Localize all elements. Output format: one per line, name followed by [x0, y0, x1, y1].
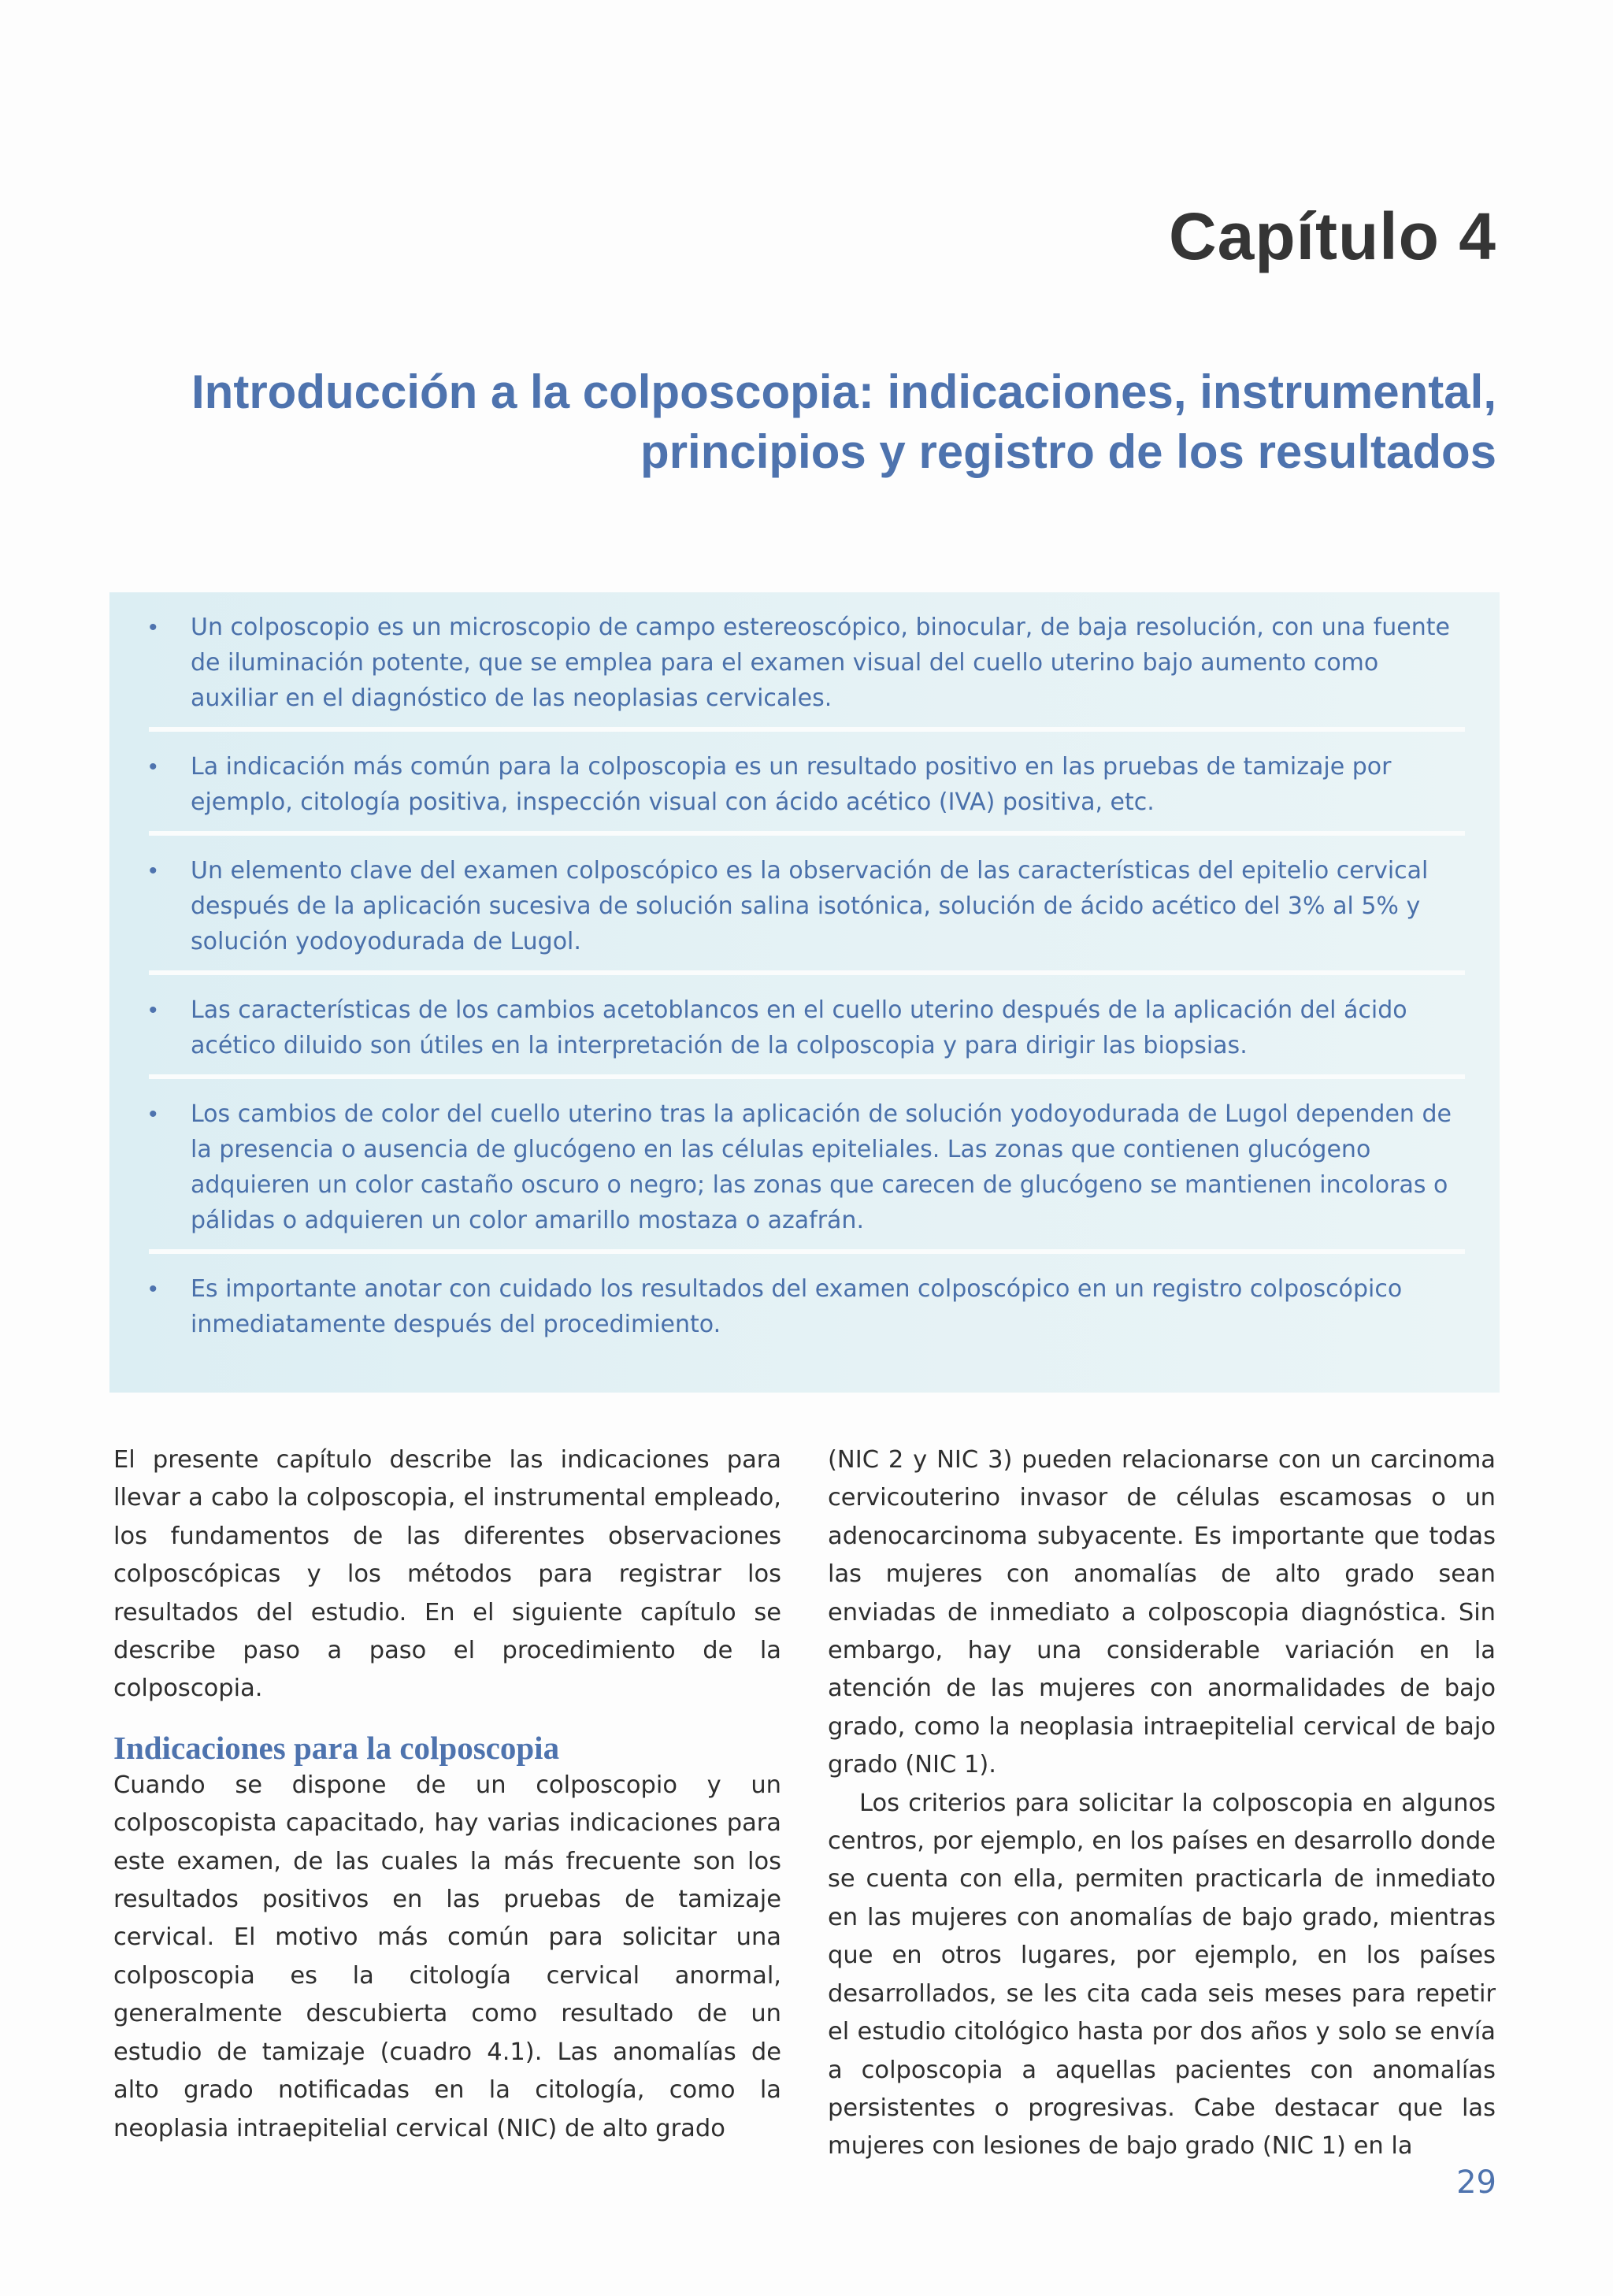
key-point-item	[149, 749, 1465, 836]
chapter-title-line: Introducción a la colposcopia: indicaciones, instrumental,	[191, 365, 1496, 418]
chapter-title	[79, 362, 1496, 482]
body-paragraph: (NIC 2 y NIC 3) pueden relacionarse con un carcinoma cervicouterino invasor de células escamosas o un adenocarcinoma subyacente. Es importante que todas las mujeres con anomalías de alto grado sean enviadas de inmediato a colposcopia diagnóstica. Sin embargo, hay una considerable variación en la atención de las mujeres con anormalidades de bajo grado, como la neoplasia intraepitelial cervical de bajo grado (NIC 1).	[828, 1446, 1496, 1779]
page-number: 29	[1456, 2164, 1496, 2201]
key-point-item	[149, 853, 1465, 975]
bullet-icon: •	[149, 1276, 158, 1302]
key-point-item	[149, 1271, 1465, 1353]
bullet-icon: •	[149, 614, 158, 640]
key-point-text: Las características de los cambios acetoblancos en el cuello uterino después de la aplicación del ácido acético diluido son útiles en la interpretación de la colposcopia y para dirigir las biopsias.	[191, 996, 1407, 1059]
body-column-left	[113, 1441, 781, 2148]
key-point-text: La indicación más común para la colposcopia es un resultado positivo en las pruebas de tamizaje por ejemplo, citología positiva, inspección visual con ácido acético (IVA) positiva, etc.	[191, 753, 1392, 816]
key-point-text: Es importante anotar con cuidado los resultados del examen colposcópico en un registro colposcópico inmediatamente después del procedimiento.	[191, 1275, 1403, 1338]
key-point-item	[149, 992, 1465, 1079]
bullet-icon: •	[149, 858, 158, 884]
body-paragraph: Los criterios para solicitar la colposcopia en algunos centros, por ejemplo, en los países en desarrollo donde se cuenta con ella, permiten practicarla de inmediato en las mujeres con anomalías de bajo grado, mientras que en otros lugares, por ejemplo, en los países desarrollados, se les cita cada seis meses para repetir el estudio citológico hasta por dos años y solo se envía a colposcopia a aquellas pacientes con anomalías persistentes o progresivas. Cabe destacar que las mujeres con lesiones de bajo grado (NIC 1) en la	[828, 1789, 1496, 2161]
bullet-icon: •	[149, 754, 158, 780]
key-point-text: Los cambios de color del cuello uterino tras la aplicación de solución yodoyodurada de Lugol dependen de la presencia o ausencia de glucógeno en las células epiteliales. Las zonas que contienen glucógeno adquieren un color castaño oscuro o negro; las zonas que carecen de glucógeno se mantienen incoloras o pálidas o adquieren un color amarillo mostaza o azafrán.	[191, 1100, 1452, 1234]
body-paragraph: Cuando se dispone de un colposcopio y un colposcopista capacitado, hay varias indicaciones para este examen, de las cuales la más frecuente son los resultados positivos en las pruebas de tamizaje cervical. El motivo más común para solicitar una colposcopia es la citología cervical anormal, generalmente descubierta como resultado de un estudio de tamizaje (cuadro 4.1). Las anomalías de alto grado notificadas en la citología, como la neoplasia intraepitelial cervical (NIC) de alto grado	[113, 1771, 781, 2142]
bullet-icon: •	[149, 1101, 158, 1127]
section-heading: Indicaciones para la colposcopia	[113, 1729, 560, 1766]
key-point-item	[149, 610, 1465, 732]
key-points-box	[109, 592, 1500, 1393]
body-column-right	[828, 1441, 1496, 2166]
bullet-icon: •	[149, 997, 158, 1023]
intro-paragraph: El presente capítulo describe las indicaciones para llevar a cabo la colposcopia, el instrumental empleado, los fundamentos de las diferentes observaciones colposcópicas y los métodos para registrar los resultados del estudio. En el siguiente capítulo se describe paso a paso el procedimiento de la colposcopia.	[113, 1446, 781, 1703]
key-point-text: Un colposcopio es un microscopio de campo estereoscópico, binocular, de baja resolución, con una fuente de iluminación potente, que se emplea para el examen visual del cuello uterino bajo aumento como auxiliar en el diagnóstico de las neoplasias cervicales.	[191, 614, 1450, 712]
chapter-title-line: principios y registro de los resultados	[640, 425, 1496, 478]
key-point-item	[149, 1096, 1465, 1254]
chapter-label: Capítulo 4	[1168, 199, 1496, 273]
key-point-text: Un elemento clave del examen colposcópico es la observación de las características del epitelio cervical después de la aplicación sucesiva de solución salina isotónica, solución de ácido acético del 3% al 5% y solución yodoyodurada de Lugol.	[191, 857, 1429, 955]
